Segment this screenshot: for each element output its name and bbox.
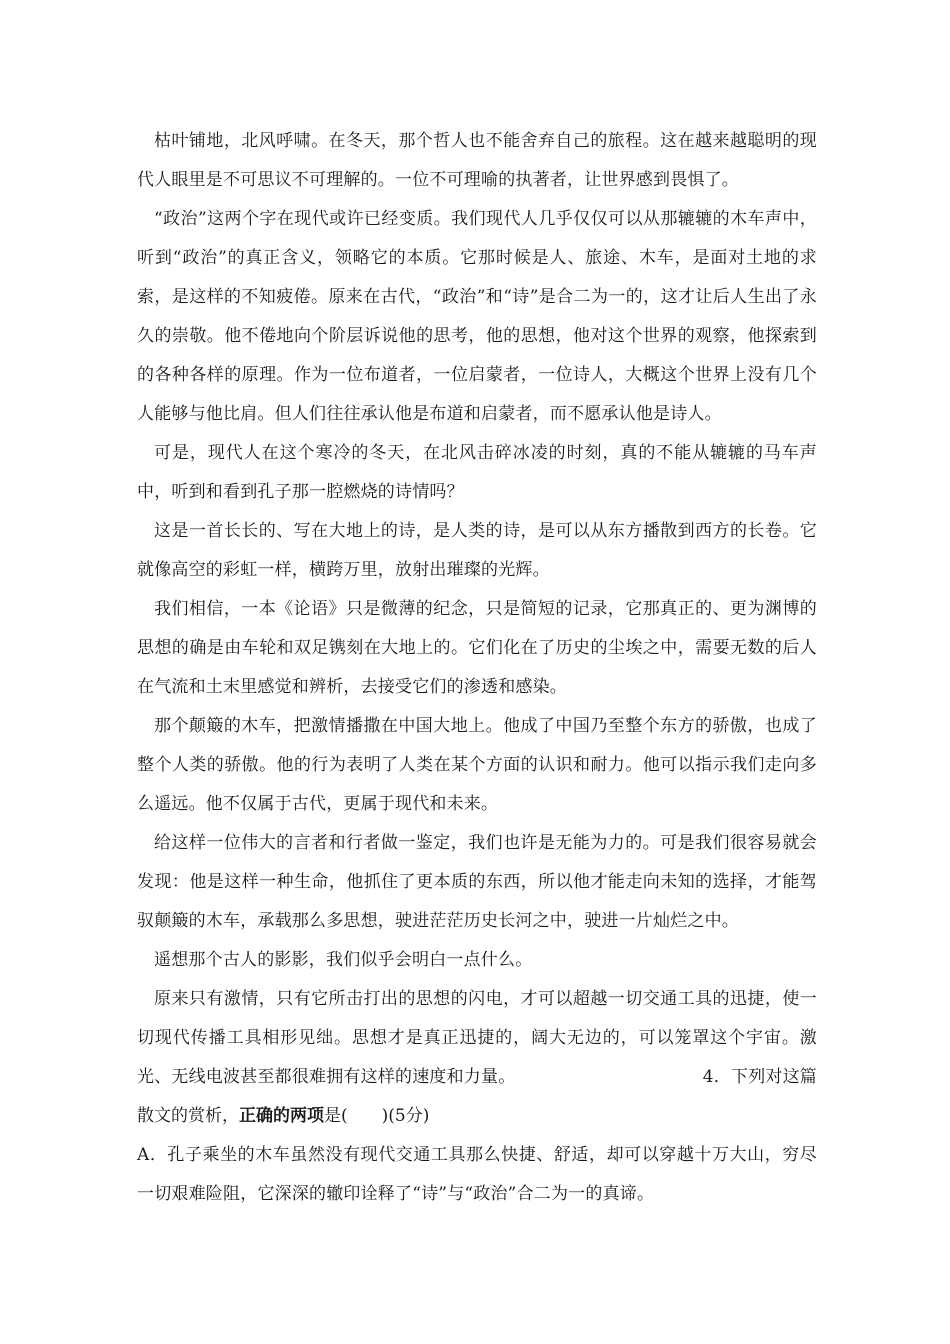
paragraph-6: 那个颠簸的木车，把激情播撒在中国大地上。他成了中国乃至整个东方的骄傲，也成了整个人类的骄傲。他的行为表明了人类在某个方面的认识和耐力。他可以指示我们走向多么遥远。他不仅属于古代，更属于现代和未来。 <box>137 716 817 814</box>
question-number: 4．下列对这篇 <box>702 1067 817 1087</box>
paragraph-4: 这是一首长长的、写在大地上的诗，是人类的诗，是可以从东方播散到西方的长卷。它就像高空的彩虹一样，横跨万里，放射出璀璨的光辉。 <box>137 521 817 580</box>
paragraph-9 <box>137 980 817 1097</box>
paragraph-9-text: 原来只有激情，只有它所击打出的思想的闪电，才可以超越一切交通工具的迅捷，使一切现代传播工具相形见绌。思想才是真正迅捷的，阔大无边的，可以笼罩这个宇宙。激光、无线电波甚至都很难拥有这样的速度和力量。 <box>137 989 817 1087</box>
paragraph-3: 可是，现代人在这个寒冷的冬天，在北风击碎冰凌的时刻，真的不能从辘辘的马车声中，听到和看到孔子那一腔燃烧的诗情吗？ <box>137 443 817 502</box>
paragraph-5: 我们相信，一本《论语》只是微薄的纪念，只是简短的记录，它那真正的、更为渊博的思想的确是由车轮和双足镌刻在大地上的。它们化在了历史的尘埃之中，需要无数的后人在气流和土末里感觉和辨析，去接受它们的渗透和感染。 <box>137 599 817 697</box>
paragraph-1: 枯叶铺地，北风呼啸。在冬天，那个哲人也不能舍弃自己的旅程。这在越来越聪明的现代人眼里是不可思议不可理解的。一位不可理喻的执著者，让世界感到畏惧了。 <box>137 131 817 190</box>
question-prefix: 散文的赏析， <box>137 1106 239 1126</box>
document-page <box>137 122 817 1214</box>
question-stem <box>137 1097 817 1136</box>
question-emphasis: 正确的两项 <box>239 1106 324 1126</box>
paragraph-7: 给这样一位伟大的言者和行者做一鉴定，我们也许是无能为力的。可是我们很容易就会发现：他是这样一种生命，他抓住了更本质的东西，所以他才能走向未知的选择，才能驾驭颠簸的木车，承载那么多思想，驶进茫茫历史长河之中，驶进一片灿烂之中。 <box>137 833 817 931</box>
paragraph-8: 遥想那个古人的影影，我们似乎会明白一点什么。 <box>154 950 533 970</box>
paragraph-2: “政治”这两个字在现代或许已经变质。我们现代人几乎仅仅可以从那辘辘的木车声中，听到“政治”的真正含义，领略它的本质。它那时候是人、旅途、木车，是面对土地的求索，是这样的不知疲倦。原来在古代，“政治”和“诗”是合二为一的，这才让后人生出了永久的崇敬。他不倦地向个阶层诉说他的思考，他的思想，他对这个世界的观察，他探索到的各种各样的原理。作为一位布道者，一位启蒙者，一位诗人，大概这个世界上没有几个人能够与他比肩。但人们往往承认他是布道和启蒙者，而不愿承认他是诗人。 <box>137 209 817 424</box>
option-a: A．孔子乘坐的木车虽然没有现代交通工具那么快捷、舒适，却可以穿越十万大山，穷尽一切艰难险阻，它深深的辙印诠释了“诗”与“政治”合二为一的真谛。 <box>137 1145 817 1204</box>
question-suffix: 是( )(5分) <box>324 1106 430 1126</box>
